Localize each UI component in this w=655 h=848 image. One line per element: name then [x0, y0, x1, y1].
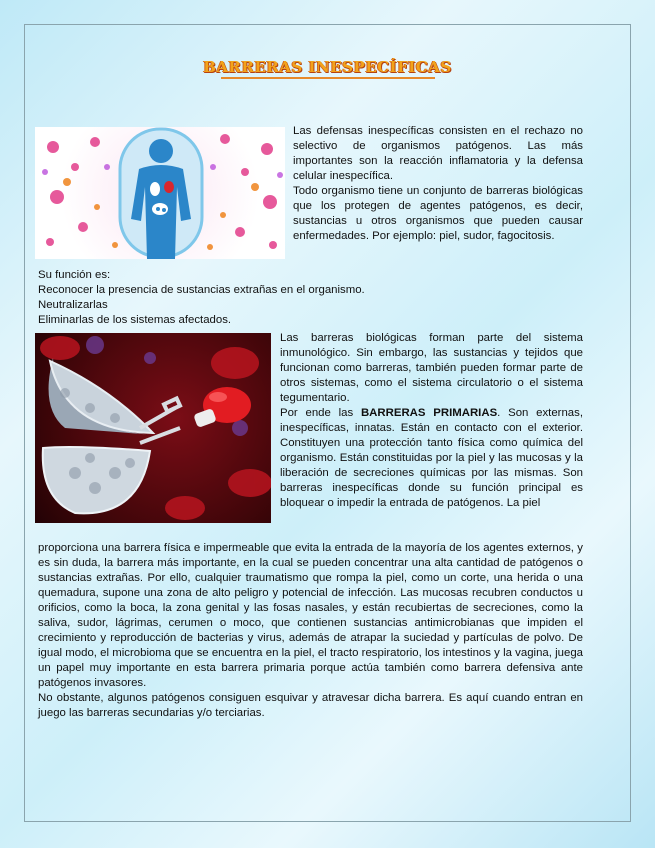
page-title: BARRERAS INESPECÍFICAS: [0, 58, 655, 79]
immune-body-illustration: [35, 127, 285, 259]
intro-paragraph: Todo organismo tiene un conjunto de barreras biológicas que los protegen de agentes patógenos, es decir, sustancias u otros organismos que pueden causar enfermedades. Por ejemplo: piel, sudor, fagocitosis.: [293, 185, 583, 242]
barriers-text: [280, 331, 583, 511]
title-underline: [221, 77, 435, 79]
closing-paragraph: No obstante, algunos patógenos consiguen esquivar y atravesar dicha barrera. Es aquí cuando entran en juego las barreras secundarias y/o terciarias.: [38, 692, 583, 719]
function-item: Neutralizarlas: [38, 299, 108, 311]
function-item: Eliminarlas de los sistemas afectados.: [38, 314, 232, 326]
function-item: Reconocer la presencia de sustancias extrañas en el organismo.: [38, 284, 365, 296]
capsule-defense-illustration: [35, 333, 271, 523]
primary-continued-paragraph: proporciona una barrera física e impermeable que evita la entrada de la mayoría de los agentes externos, y es sin duda, la barrera más importante, en la cual se pueden concentrar una alta cantidad de patógenos o sustancias extrañas. Por ello, cualquier traumatismo que rompa la piel, como un corte, una herida o una quemadura, supone una zona de alto peligro y potencial de infección. Las mucosas recubren conductos u orificios, como la boca, la zona genital y las fosas nasales, y están recubiertas de secreciones, como la saliva, sudor, lágrimas, cerumen o moco, que contienen sustancias antimicrobianas que impiden el crecimiento y reproducción de bacterias y virus, además de atrapar la suciedad y partículas de polvo. De igual modo, el microbioma que se encuentra en la piel, el tracto respiratorio, los intestinos y la vagina, juega un papel muy importante en esta barrera primaria porque actúa también como barrera defensiva ante patógenos invasores.: [38, 542, 583, 689]
primary-barriers-term: BARRERAS PRIMARIAS: [360, 407, 498, 419]
immune-body-svg: [35, 127, 285, 259]
function-heading: Su función es:: [38, 269, 111, 281]
barriers-paragraph: Las barreras biológicas forman parte del sistema inmunológico. Sin embargo, las sustancias y tejidos que funcionan como barreras, también pueden formar parte de otros sistemas, como el sistema circulatorio o el sistema tegumentario.: [280, 332, 583, 404]
primary-barriers-continued: [38, 541, 583, 721]
function-list: [38, 268, 598, 328]
capsule-defense-svg: [35, 333, 271, 523]
primary-barriers-paragraph: Por ende las BARRERAS PRIMARIAS. Son externas, inespecíficas, innatas. Están en contacto con el exterior. Constituyen una protección tanto física como química del organismo. Están constituidas por la piel y las mucosas y la liberación de secreciones químicas por las mismas. Son barreras inespecíficas donde su función principal es bloquear o impedir la entrada de patógenos. La piel: [280, 407, 583, 509]
intro-paragraph: Las defensas inespecíficas consisten en el rechazo no selectivo de organismos patógenos. Las más importantes son la reacción inflamatoria y la defensa celular inespecífica.: [293, 125, 583, 182]
intro-text: [293, 124, 583, 244]
